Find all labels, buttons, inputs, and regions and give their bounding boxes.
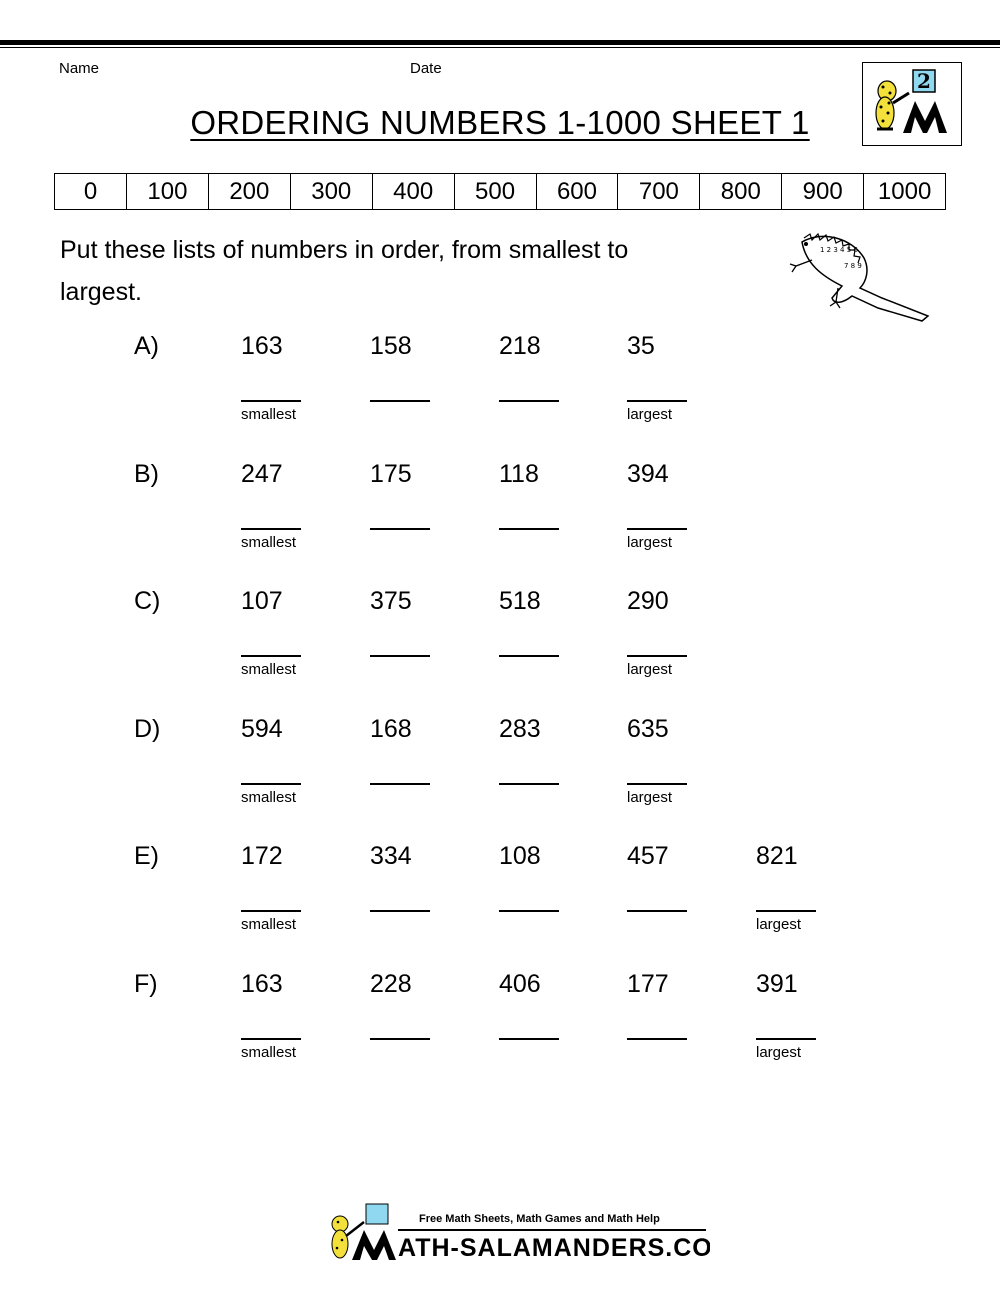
answer-blank[interactable]: [370, 376, 430, 402]
question-number: 175: [370, 459, 412, 488]
answer-blank[interactable]: [499, 631, 559, 657]
question-number: 247: [241, 459, 283, 488]
answer-blank[interactable]: [499, 759, 559, 785]
question-number: 394: [627, 459, 669, 488]
answer-blank[interactable]: [241, 504, 301, 530]
answer-blank[interactable]: [627, 376, 687, 402]
question-number: 168: [370, 714, 412, 743]
question-label: A): [134, 332, 159, 360]
answer-blank[interactable]: [241, 631, 301, 657]
answer-blank[interactable]: [370, 504, 430, 530]
number-line-cell: 1000: [877, 178, 932, 205]
smallest-hint: smallest: [241, 788, 297, 806]
answer-blank[interactable]: [370, 886, 430, 912]
largest-hint: largest: [756, 1044, 802, 1061]
number-line: [54, 173, 946, 210]
answer-blank[interactable]: [627, 1014, 687, 1040]
question-number: 163: [241, 332, 283, 360]
number-line-cell: 500: [455, 174, 537, 209]
grade-logo: [862, 62, 962, 146]
number-line-cell: 400: [373, 174, 455, 209]
answer-blank[interactable]: [370, 1014, 430, 1040]
question-number: 172: [241, 842, 283, 871]
question-number: 406: [499, 970, 541, 998]
answer-blank[interactable]: [499, 886, 559, 912]
question-block: [0, 587, 1000, 715]
smallest-hint: smallest: [241, 661, 297, 679]
instruction-text: Put these lists of numbers in order, from smallest to largest.: [60, 236, 629, 306]
smallest-hint: smallest: [241, 533, 297, 551]
question-number: 228: [370, 970, 412, 998]
question-number: 177: [627, 970, 669, 998]
question-number: 218: [499, 332, 541, 360]
answer-blank[interactable]: [627, 759, 687, 785]
date-label: Date: [410, 60, 442, 77]
question-number: 290: [627, 587, 669, 616]
largest-hint: largest: [627, 406, 673, 423]
answer-blank[interactable]: [241, 1014, 301, 1040]
largest-hint: largest: [627, 788, 673, 806]
answer-blank[interactable]: [756, 1014, 816, 1040]
answer-blank[interactable]: [756, 886, 816, 912]
smallest-hint: smallest: [241, 916, 297, 934]
number-line-cell: 100: [127, 174, 209, 209]
question-number: 163: [241, 970, 283, 998]
answer-blank[interactable]: [370, 759, 430, 785]
question-number: 334: [370, 842, 412, 871]
answer-blank[interactable]: [241, 886, 301, 912]
smallest-hint: smallest: [241, 406, 297, 423]
answer-blank[interactable]: [627, 504, 687, 530]
answer-blank[interactable]: [499, 376, 559, 402]
question-number: 118: [499, 459, 539, 488]
question-number: 821: [756, 842, 798, 871]
question-number: 391: [756, 970, 798, 998]
grade-number: 2: [917, 69, 931, 93]
salamander-icon: [782, 224, 932, 324]
question-label: F): [134, 970, 158, 998]
name-label: Name: [59, 60, 100, 77]
question-number: 108: [499, 842, 541, 871]
question-number: 158: [370, 332, 412, 360]
footer-site: ATH-SALAMANDERS.COM: [398, 1234, 710, 1262]
number-line-cell: 800: [700, 174, 782, 209]
answer-blank[interactable]: [627, 631, 687, 657]
number-line-cell: 700: [618, 174, 700, 209]
question-number: 635: [627, 714, 669, 743]
answer-blank[interactable]: [241, 376, 301, 402]
question-number: 518: [499, 587, 541, 616]
smallest-hint: smallest: [241, 1044, 297, 1061]
number-line-cell: 0: [55, 174, 127, 209]
math-salamanders-logo-icon: [326, 1200, 710, 1270]
question-number: 283: [499, 714, 541, 743]
question-label: E): [134, 842, 159, 871]
question-number: 35: [627, 332, 655, 360]
answer-blank[interactable]: [370, 631, 430, 657]
number-line-cell: 200: [209, 174, 291, 209]
question-block: [0, 332, 1000, 460]
question-number: 457: [627, 842, 669, 871]
number-line-cell: 900: [782, 174, 864, 209]
page-title: ORDERING NUMBERS 1-1000 SHEET 1: [190, 104, 810, 141]
question-number: 375: [370, 587, 412, 616]
largest-hint: largest: [627, 661, 673, 679]
svg-text:7 8 9: 7 8 9: [844, 262, 862, 270]
question-label: C): [134, 587, 161, 616]
question-number: 594: [241, 714, 283, 743]
svg-text:1 2 3 4 5 6: 1 2 3 4 5 6: [820, 246, 858, 254]
question-block: [0, 842, 1000, 970]
answer-blank[interactable]: [241, 759, 301, 785]
question-block: [0, 715, 1000, 843]
footer-logo: [326, 1200, 710, 1270]
salamander-logo-icon: [863, 63, 960, 144]
top-rule-thin: [0, 47, 1000, 48]
question-block: [0, 970, 1000, 1098]
answer-blank[interactable]: [627, 886, 687, 912]
question-label: B): [134, 459, 159, 488]
largest-hint: largest: [756, 916, 802, 934]
question-number: 107: [241, 587, 283, 616]
footer-tagline: Free Math Sheets, Math Games and Math Help: [419, 1213, 660, 1225]
largest-hint: largest: [627, 533, 673, 551]
answer-blank[interactable]: [499, 1014, 559, 1040]
question-block: [0, 460, 1000, 588]
question-label: D): [134, 714, 161, 743]
answer-blank[interactable]: [499, 504, 559, 530]
top-rule: [0, 40, 1000, 45]
number-line-cell: 300: [291, 174, 373, 209]
number-line-cell: 600: [537, 174, 619, 209]
